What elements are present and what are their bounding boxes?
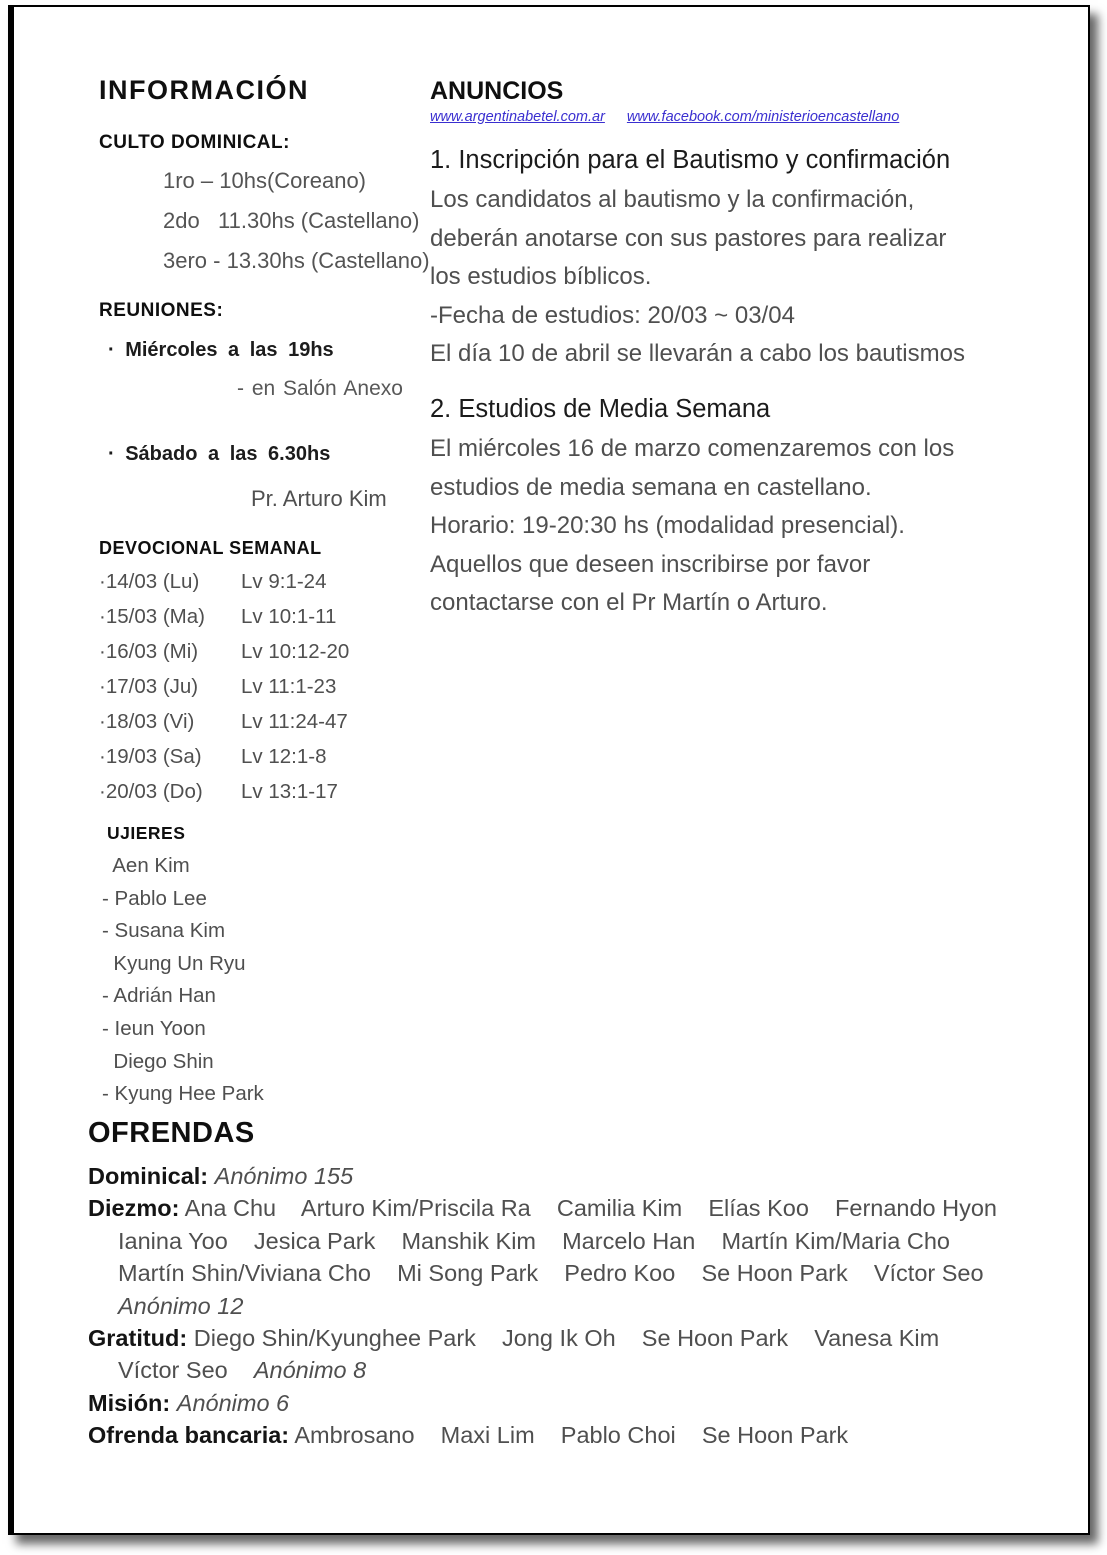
ofrendas-label: Misión:	[88, 1389, 171, 1416]
announcement-line: El miércoles 16 de marzo comenzaremos con los	[430, 434, 955, 462]
devocional-reading: Lv 13:1-17	[241, 780, 338, 803]
devocional-date: ·19/03 (Sa)	[99, 745, 202, 768]
devocional-table	[99, 564, 429, 809]
ofrendas-line	[88, 1290, 1058, 1322]
culto-item: 2do 11.30hs (Castellano)	[163, 208, 420, 233]
announcement-line: deberán anotarse con sus pastores para realizar	[430, 224, 947, 252]
devocional-reading: Lv 10:12-20	[241, 640, 350, 663]
devocional-row	[99, 774, 429, 809]
website-link[interactable]: www.argentinabetel.com.ar	[430, 109, 605, 125]
ujier-name: Diego Shin	[102, 1049, 214, 1073]
ofrendas-line	[88, 1225, 1058, 1257]
ofrendas-line	[88, 1322, 1058, 1354]
links-row	[430, 109, 1062, 125]
ofrendas-title: OFRENDAS	[88, 1117, 255, 1149]
meeting-time-saturday: · Sábado a las 6.30hs	[108, 443, 331, 465]
devocional-date: ·16/03 (Mi)	[99, 640, 199, 663]
anuncios-section	[430, 77, 1062, 623]
devocional-row	[99, 669, 429, 704]
ofrendas-line	[88, 1354, 1058, 1386]
ujier-name: - Kyung Hee Park	[102, 1082, 264, 1106]
ofrendas-label: Dominical:	[88, 1163, 209, 1189]
anuncios-title: ANUNCIOS	[430, 77, 564, 105]
ofrendas-label: Diezmo:	[88, 1195, 180, 1222]
announcement-line: contactarse con el Pr Martín o Arturo.	[430, 589, 828, 617]
culto-item: 1ro – 10hs(Coreano)	[163, 168, 367, 193]
devocional-row	[99, 599, 429, 634]
announcement-1-body	[430, 181, 1062, 374]
ofrendas-section	[88, 1117, 1058, 1452]
announcement-line: los estudios bíblicos.	[430, 263, 652, 291]
ofrendas-anonymous: Anónimo 8	[253, 1357, 367, 1384]
culto-dominical-heading: CULTO DOMINICAL:	[99, 132, 290, 153]
pastor-name: Pr. Arturo Kim	[251, 486, 387, 511]
facebook-link[interactable]: www.facebook.com/ministerioencastellano	[626, 109, 900, 125]
document-page	[8, 5, 1090, 1535]
devocional-reading: Lv 11:1-23	[241, 675, 337, 698]
announcement-line: Horario: 19-20:30 hs (modalidad presencial).	[430, 512, 905, 540]
ofrendas-names: Diego Shin/Kyunghee Park Jong Ik Oh Se Hoon Park Vanesa Kim	[187, 1325, 940, 1352]
ofrendas-names: Ambrosano Maxi Lim Pablo Choi Se Hoon Park	[289, 1422, 849, 1449]
ofrendas-line	[88, 1257, 1058, 1289]
ofrendas-line	[88, 1419, 1058, 1451]
ofrendas-line	[88, 1160, 1058, 1192]
informacion-section	[99, 75, 429, 1111]
culto-item: 3ero - 13.30hs (Castellano)	[163, 248, 430, 273]
devocional-reading: Lv 12:1-8	[241, 745, 327, 768]
ofrendas-label: Gratitud:	[88, 1325, 188, 1352]
ofrendas-names: Víctor Seo	[118, 1357, 254, 1384]
devocional-date: ·14/03 (Lu)	[99, 570, 200, 593]
ofrendas-line	[88, 1387, 1058, 1419]
ofrendas-anonymous: Anónimo 155	[214, 1163, 354, 1189]
devocional-date: ·20/03 (Do)	[99, 780, 203, 803]
announcement-1-heading: 1. Inscripción para el Bautismo y confirmación	[430, 146, 951, 174]
ofrendas-label: Ofrenda bancaria:	[88, 1422, 290, 1449]
ujieres-heading: UJIERES	[107, 823, 186, 843]
announcement-2-heading: 2. Estudios de Media Semana	[430, 394, 771, 423]
ujier-name: - Pablo Lee	[102, 886, 207, 910]
announcement-line: -Fecha de estudios: 20/03 ~ 03/04	[430, 301, 795, 329]
ofrendas-anonymous: Anónimo 6	[176, 1389, 290, 1416]
devocional-heading: DEVOCIONAL SEMANAL	[99, 538, 322, 558]
ofrendas-anonymous: Anónimo 12	[118, 1292, 244, 1319]
ujier-name: Kyung Un Ryu	[102, 951, 246, 975]
devocional-row	[99, 634, 429, 669]
devocional-reading: Lv 9:1-24	[241, 570, 327, 593]
informacion-title: INFORMACIÓN	[99, 75, 309, 105]
ujier-name: - Ieun Yoon	[102, 1016, 206, 1040]
devocional-row	[99, 739, 429, 774]
devocional-row	[99, 704, 429, 739]
meeting-time-wednesday: · Miércoles a las 19hs	[108, 339, 334, 361]
devocional-reading: Lv 11:24-47	[241, 710, 348, 733]
meeting-location-note: - en Salón Anexo	[237, 377, 403, 400]
ofrendas-line	[88, 1192, 1058, 1224]
ujier-name: - Susana Kim	[102, 919, 226, 943]
ujier-name: Aen Kim	[102, 854, 190, 877]
devocional-date: ·18/03 (Vi)	[99, 710, 195, 733]
devocional-date: ·17/03 (Ju)	[99, 675, 199, 698]
announcement-2-body	[430, 430, 1062, 623]
devocional-date: ·15/03 (Ma)	[99, 605, 205, 628]
announcement-line: estudios de media semana en castellano.	[430, 473, 872, 501]
ofrendas-names: Ana Chu Arturo Kim/Priscila Ra Camilia Kim Elías Koo Fernando Hyon	[179, 1195, 998, 1222]
announcement-line: El día 10 de abril se llevarán a cabo los bautismos	[430, 340, 965, 368]
devocional-reading: Lv 10:1-11	[241, 605, 337, 628]
ofrendas-names: Martín Shin/Viviana Cho Mi Song Park Pedro Koo Se Hoon Park Víctor Seo	[118, 1260, 984, 1287]
ujier-name: - Adrián Han	[102, 984, 216, 1008]
devocional-row	[99, 564, 429, 599]
ofrendas-names: Ianina Yoo Jesica Park Manshik Kim Marcelo Han Martín Kim/Maria Cho	[118, 1227, 950, 1254]
reuniones-heading: REUNIONES:	[99, 300, 224, 321]
announcement-line: Los candidatos al bautismo y la confirmación,	[430, 186, 915, 213]
announcement-line: Aquellos que deseen inscribirse por favor	[430, 550, 871, 578]
